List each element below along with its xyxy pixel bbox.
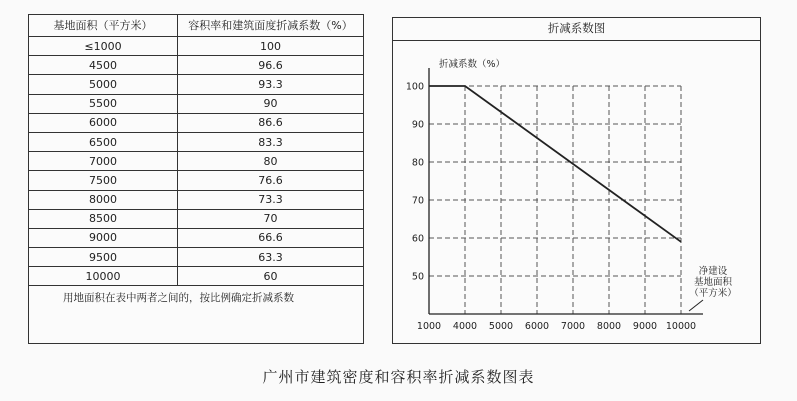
y-tick-label: 80: [411, 157, 424, 169]
table-row: [29, 75, 363, 94]
x-tick-label: 6000: [524, 321, 550, 332]
column-header-coefficient: 容积率和建筑面度折减系数（%）: [178, 15, 364, 37]
cell-coefficient: 60: [178, 267, 364, 286]
table-note: 用地面积在表中两者之间的，按比例确定折减系数: [63, 292, 294, 305]
x-axis-label: （平方米）: [689, 288, 737, 299]
cell-area: 5500: [29, 94, 178, 113]
cell-coefficient: 96.6: [178, 56, 364, 75]
table-row: [29, 56, 363, 75]
x-tick-label: 8000: [596, 321, 622, 332]
cell-area: 4500: [29, 56, 178, 75]
x-tick-label: 7000: [560, 321, 586, 332]
reduction-coefficient-chart: [393, 18, 762, 345]
y-tick-label: 100: [405, 81, 424, 93]
x-axis-label: 净建设: [698, 266, 728, 277]
cell-area: 6500: [29, 132, 178, 151]
coefficient-table-panel: [28, 14, 364, 344]
cell-area: 8500: [29, 209, 178, 228]
cell-coefficient: 83.3: [178, 132, 364, 151]
cell-area: 5000: [29, 75, 178, 94]
x-tick-label: 4000: [452, 321, 478, 332]
cell-area: 6000: [29, 113, 178, 132]
table-row: [29, 267, 363, 286]
table-row: [29, 228, 363, 247]
table-header-row: [29, 15, 363, 37]
table-row: [29, 94, 363, 113]
table-row: [29, 171, 363, 190]
y-tick-label: 50: [411, 271, 424, 283]
chart-title: 折减系数图: [393, 18, 760, 41]
table-row: [29, 132, 363, 151]
figure-caption: 广州市建筑密度和容积率折减系数图表: [262, 368, 535, 386]
cell-area: 7500: [29, 171, 178, 190]
column-header-area: 基地面积（平方米）: [29, 15, 178, 37]
cell-coefficient: 86.6: [178, 113, 364, 132]
cell-area: ≤1000: [29, 37, 178, 56]
x-axis-label: 基地面积: [693, 277, 733, 288]
cell-coefficient: 76.6: [178, 171, 364, 190]
y-tick-label: 70: [411, 195, 424, 207]
cell-area: 9000: [29, 228, 178, 247]
cell-area: 7000: [29, 152, 178, 171]
cell-coefficient: 63.3: [178, 248, 364, 267]
cell-area: 9500: [29, 248, 178, 267]
x-tick-label: 1000: [416, 321, 442, 332]
y-axis-label: 折减系数（%）: [439, 59, 506, 70]
cell-coefficient: 73.3: [178, 190, 364, 209]
table-row: [29, 37, 363, 56]
table-body: [29, 37, 363, 286]
cell-coefficient: 90: [178, 94, 364, 113]
table-row: [29, 190, 363, 209]
cell-coefficient: 100: [178, 37, 364, 56]
chart-panel: [392, 17, 761, 344]
x-tick-label: 5000: [488, 321, 514, 332]
cell-area: 8000: [29, 190, 178, 209]
y-tick-label: 90: [411, 119, 424, 131]
table-row: [29, 152, 363, 171]
table-row: [29, 209, 363, 228]
series-line: [429, 86, 681, 242]
cell-area: 10000: [29, 267, 178, 286]
x-tick-label: 10000: [665, 321, 697, 332]
x-tick-label: 9000: [632, 321, 658, 332]
x-label-leader: [689, 300, 703, 311]
cell-coefficient: 70: [178, 209, 364, 228]
cell-coefficient: 80: [178, 152, 364, 171]
table-row: [29, 248, 363, 267]
y-tick-label: 60: [411, 233, 424, 245]
coefficient-table: [29, 15, 363, 286]
cell-coefficient: 93.3: [178, 75, 364, 94]
cell-coefficient: 66.6: [178, 228, 364, 247]
table-row: [29, 113, 363, 132]
